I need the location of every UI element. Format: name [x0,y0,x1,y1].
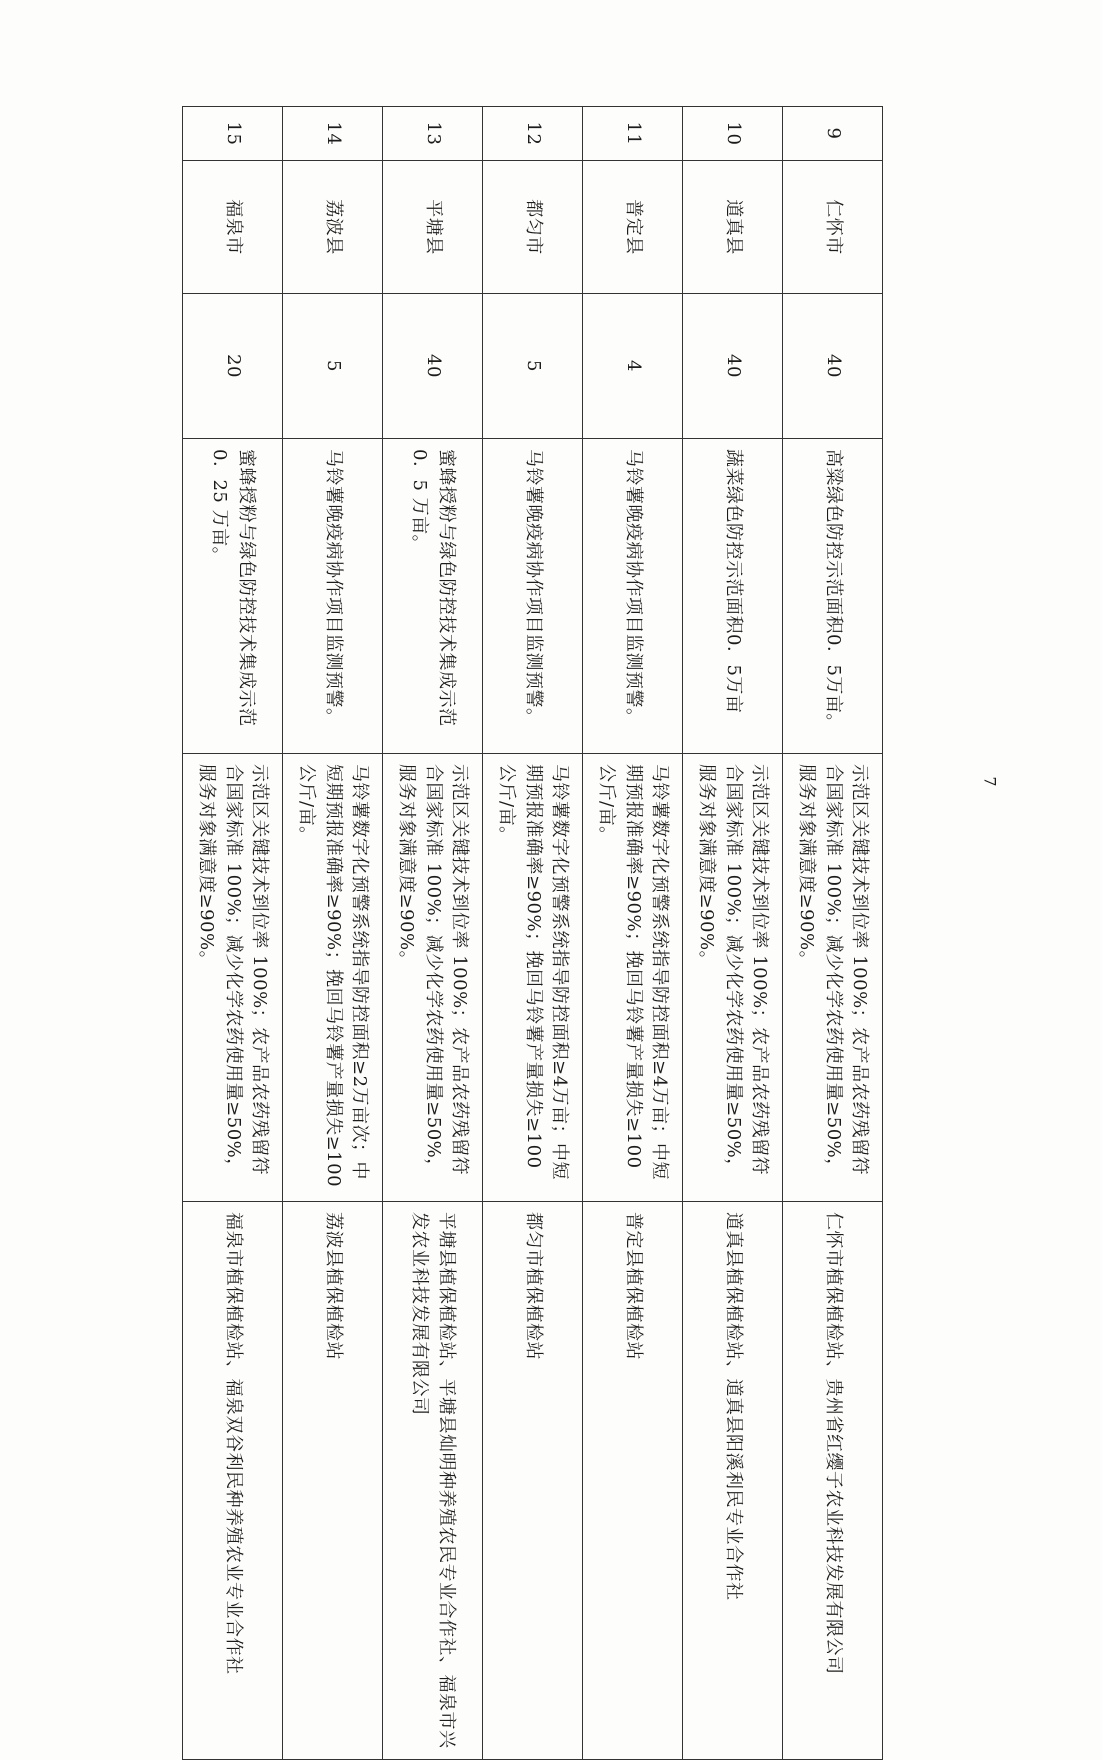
implementing-unit-cell: 荔波县植保植检站 [283,1202,383,1760]
rotated-table-wrapper [183,106,883,1759]
implementing-unit-cell: 普定县植保植检站 [583,1202,683,1760]
project-content-cell: 马铃薯晚疫病协作项目监测预警。 [483,439,583,754]
row-number-cell: 9 [783,107,883,161]
row-number-cell: 11 [583,107,683,161]
region-name-cell: 道真县 [683,161,783,294]
funding-amount-cell: 40 [683,294,783,439]
project-content-cell: 蜜蜂授粉与绿色防控技术集成示范 0．25 万亩。 [183,439,283,754]
table-row [483,107,583,1760]
funding-amount-cell: 40 [383,294,483,439]
implementing-unit-cell: 平塘县植保植检站、平塘县灿明种养殖农民专业合作社、福泉市兴发农业科技发展有限公司 [383,1202,483,1760]
implementing-unit-cell: 仁怀市植保植检站、贵州省红缨子农业科技发展有限公司 [783,1202,883,1760]
row-number-cell: 12 [483,107,583,161]
funding-amount-cell: 20 [183,294,283,439]
region-name-cell: 荔波县 [283,161,383,294]
performance-target-cell: 马铃薯数字化预警系统指导防控面积≥4万亩；中短期预报准确率≥90%；挽回马铃薯产量损失≥100 公斤/亩。 [583,754,683,1202]
project-content-cell: 马铃薯晚疫病协作项目监测预警。 [283,439,383,754]
region-name-cell: 福泉市 [183,161,283,294]
table-row [783,107,883,1760]
region-name-cell: 普定县 [583,161,683,294]
table-row [683,107,783,1760]
row-number-cell: 13 [383,107,483,161]
performance-target-cell: 示范区关键技术到位率 100%；农产品农药残留符合国家标准 100%；减少化学农药使用量≥50%，服务对象满意度≥90%。 [683,754,783,1202]
project-content-cell: 高粱绿色防控示范面积0．5万亩。 [783,439,883,754]
funding-amount-cell: 5 [483,294,583,439]
funding-amount-cell: 4 [583,294,683,439]
project-table-body [183,107,883,1760]
project-content-cell: 蔬菜绿色防控示范面积0．5万亩 [683,439,783,754]
implementing-unit-cell: 福泉市植保植检站、福泉双谷利民种养殖农业专业合作社 [183,1202,283,1760]
table-row [383,107,483,1760]
implementing-unit-cell: 道真县植保植检站、道真县阳溪利民专业合作社 [683,1202,783,1760]
performance-target-cell: 示范区关键技术到位率 100%；农产品农药残留符合国家标准 100%；减少化学农药使用量≥50%，服务对象满意度≥90%。 [183,754,283,1202]
performance-target-cell: 马铃薯数字化预警系统指导防控面积≥4万亩；中短期预报准确率≥90%；挽回马铃薯产量损失≥100 公斤/亩。 [483,754,583,1202]
region-name-cell: 都匀市 [483,161,583,294]
funding-amount-cell: 5 [283,294,383,439]
funding-amount-cell: 40 [783,294,883,439]
table-row [583,107,683,1760]
page-number: 7 [980,776,1000,787]
implementing-unit-cell: 都匀市植保植检站 [483,1202,583,1760]
region-name-cell: 平塘县 [383,161,483,294]
row-number-cell: 10 [683,107,783,161]
performance-target-cell: 马铃薯数字化预警系统指导防控面积≥2万亩次；中短期预报准确率≥90%；挽回马铃薯产量损失≥100 公斤/亩。 [283,754,383,1202]
performance-target-cell: 示范区关键技术到位率 100%；农产品农药残留符合国家标准 100%；减少化学农药使用量≥50%，服务对象满意度≥90%。 [383,754,483,1202]
performance-target-cell: 示范区关键技术到位率 100%；农产品农药残留符合国家标准 100%；减少化学农药使用量≥50%，服务对象满意度≥90%。 [783,754,883,1202]
project-table [182,106,883,1760]
table-row [183,107,283,1760]
table-row [283,107,383,1760]
row-number-cell: 15 [183,107,283,161]
project-content-cell: 马铃薯晚疫病协作项目监测预警。 [583,439,683,754]
region-name-cell: 仁怀市 [783,161,883,294]
project-content-cell: 蜜蜂授粉与绿色防控技术集成示范 0．5 万亩。 [383,439,483,754]
row-number-cell: 14 [283,107,383,161]
